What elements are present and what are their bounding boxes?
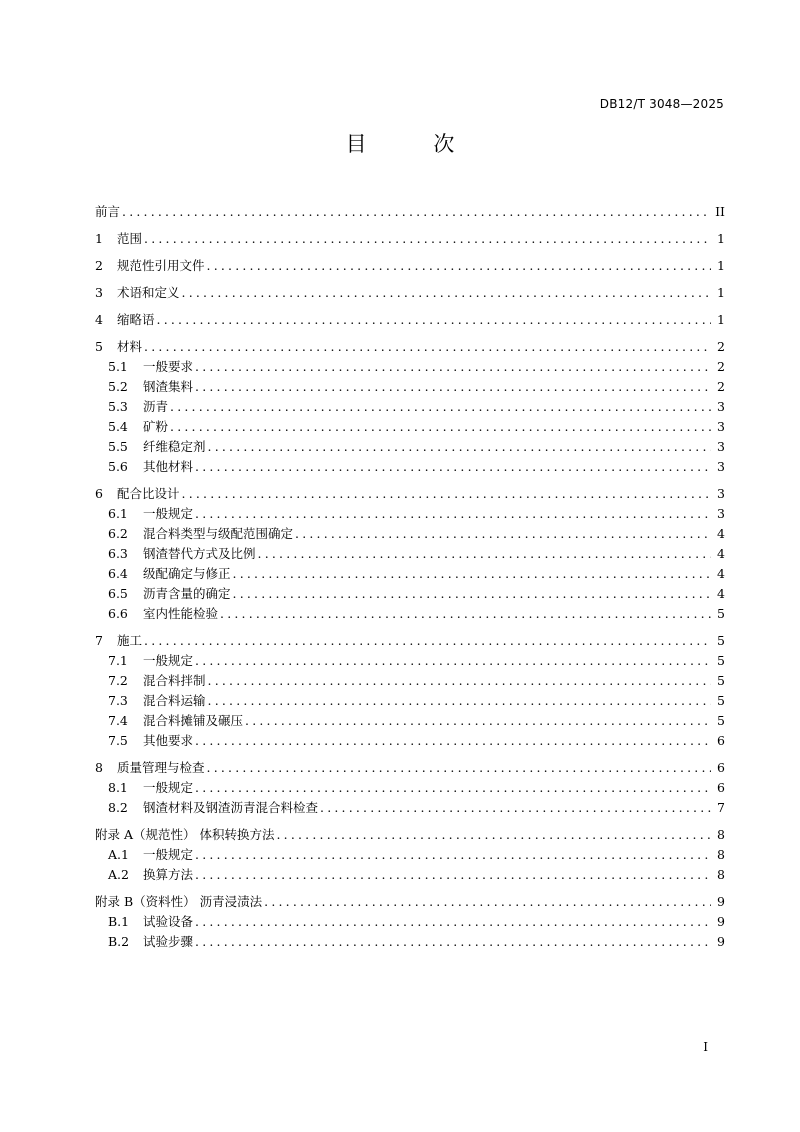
- toc-entry-page: 9: [717, 934, 725, 949]
- toc-entry-page: 1: [717, 231, 725, 246]
- toc-entry-number: 7.5: [108, 733, 128, 748]
- toc-leader-dots: [220, 604, 711, 624]
- toc-entry-page: 2: [717, 379, 725, 394]
- toc-entry-label: 试验设备: [143, 914, 194, 929]
- toc-entry[interactable]: [95, 604, 725, 624]
- toc-leader-dots: [264, 892, 711, 912]
- toc-entry[interactable]: [95, 731, 725, 751]
- toc-entry-page: 5: [717, 606, 725, 621]
- toc-entry[interactable]: [95, 865, 725, 885]
- toc-entry-page: 3: [717, 439, 725, 454]
- toc-entry-number: 7.4: [108, 713, 128, 728]
- toc-entry-number: 3: [95, 285, 103, 300]
- toc-entry-number: 5.5: [108, 439, 128, 454]
- toc-leader-dots: [157, 310, 711, 330]
- toc-entry-label: 换算方法: [143, 867, 194, 882]
- toc-entry[interactable]: [95, 397, 725, 417]
- toc-entry-page: 1: [717, 258, 725, 273]
- toc-entry-label: 其他材料: [143, 459, 194, 474]
- toc-entry[interactable]: [95, 457, 725, 477]
- toc-entry-page: 5: [717, 633, 725, 648]
- toc-entry[interactable]: [95, 504, 725, 524]
- toc-entry-page: 6: [717, 760, 725, 775]
- toc-entry-number: 5.4: [108, 419, 128, 434]
- toc-leader-dots: [182, 484, 711, 504]
- toc-entry-page: 1: [717, 285, 725, 300]
- toc-entry-label: 钢渣集料: [143, 379, 194, 394]
- toc-entry-page: 9: [717, 894, 725, 909]
- toc-entry[interactable]: [95, 202, 725, 222]
- toc-entry-page: 8: [717, 867, 725, 882]
- toc-entry-number: 6.2: [108, 526, 128, 541]
- toc-entry[interactable]: [95, 564, 725, 584]
- toc-entry-page: 6: [717, 733, 725, 748]
- toc-entry-label: 材料: [117, 339, 143, 354]
- toc-entry-label: 一般规定: [143, 506, 194, 521]
- toc-leader-dots: [195, 845, 711, 865]
- toc-entry[interactable]: [95, 283, 725, 303]
- toc-entry[interactable]: [95, 337, 725, 357]
- toc-entry-label: 质量管理与检查: [117, 760, 205, 775]
- toc-entry-number: 5.2: [108, 379, 128, 394]
- toc-entry-page: 4: [717, 546, 725, 561]
- toc-entry-label: 沥青: [143, 399, 169, 414]
- toc-entry-number: 8.1: [108, 780, 128, 795]
- toc-entry-label: 规范性引用文件: [117, 258, 205, 273]
- toc-leader-dots: [207, 256, 711, 276]
- toc-entry-number: 8.2: [108, 800, 128, 815]
- toc-entry-label: 混合料拌制: [143, 673, 206, 688]
- toc-leader-dots: [195, 504, 711, 524]
- toc-leader-dots: [144, 337, 711, 357]
- toc-entry-number: 6.4: [108, 566, 128, 581]
- toc-leader-dots: [182, 283, 711, 303]
- toc-entry[interactable]: [95, 310, 725, 330]
- toc-entry-number: B.2: [108, 934, 130, 949]
- toc-entry-label: 钢渣材料及钢渣沥青混合料检查: [143, 800, 319, 815]
- toc-entry-page: 3: [717, 459, 725, 474]
- toc-entry[interactable]: [95, 711, 725, 731]
- toc-entry[interactable]: [95, 671, 725, 691]
- toc-entry-number: 6.1: [108, 506, 128, 521]
- toc-leader-dots: [195, 377, 711, 397]
- toc-entry-number: 6.5: [108, 586, 128, 601]
- toc-entry-page: 3: [717, 399, 725, 414]
- toc-entry-page: 9: [717, 914, 725, 929]
- toc-entry-number: A.1: [108, 847, 129, 862]
- toc-leader-dots: [195, 932, 711, 952]
- toc-entry-page: 3: [717, 506, 725, 521]
- toc-entry-label: 范围: [117, 231, 143, 246]
- toc-entry-page: 2: [717, 339, 725, 354]
- toc-entry-number: A.2: [108, 867, 129, 882]
- toc-entry-page: 8: [717, 847, 725, 862]
- toc-leader-dots: [195, 912, 711, 932]
- toc-entry[interactable]: [95, 484, 725, 504]
- toc-entry[interactable]: [95, 825, 725, 845]
- toc-leader-dots: [258, 544, 711, 564]
- toc-entry[interactable]: [95, 256, 725, 276]
- toc-entry-page: 3: [717, 419, 725, 434]
- toc-entry[interactable]: [95, 357, 725, 377]
- toc-entry-page: II: [715, 204, 725, 219]
- toc-entry-label: 一般要求: [143, 359, 194, 374]
- toc-leader-dots: [195, 457, 711, 477]
- toc-entry-page: 8: [717, 827, 725, 842]
- toc-entry-label: 沥青含量的确定: [143, 586, 231, 601]
- toc-entry-label: 纤维稳定剂: [143, 439, 206, 454]
- toc-leader-dots: [170, 397, 711, 417]
- toc-leader-dots: [144, 229, 711, 249]
- toc-entry[interactable]: [95, 631, 725, 651]
- toc-entry-label: 混合料类型与级配范围确定: [143, 526, 294, 541]
- toc-entry-label: 室内性能检验: [143, 606, 219, 621]
- toc-leader-dots: [122, 202, 711, 222]
- page-number: I: [703, 1040, 708, 1054]
- toc-entry-number: 6.3: [108, 546, 128, 561]
- document-id: DB12/T 3048—2025: [599, 97, 724, 111]
- toc-entry-label: 混合料运输: [143, 693, 206, 708]
- toc-entry-page: 5: [717, 713, 725, 728]
- toc-leader-dots: [208, 691, 711, 711]
- toc-leader-dots: [144, 631, 711, 651]
- toc-entry[interactable]: [95, 758, 725, 778]
- toc-entry-label: 缩略语: [117, 312, 155, 327]
- toc-entry-label: 附录 A（规范性） 体积转换方法: [95, 827, 275, 842]
- toc-entry-number: 4: [95, 312, 103, 327]
- toc-entry-number: 6.6: [108, 606, 128, 621]
- toc-entry-label: 附录 B（资料性） 沥青浸渍法: [95, 894, 263, 909]
- toc-entry-label: 级配确定与修正: [143, 566, 231, 581]
- toc-entry-label: 配合比设计: [117, 486, 180, 501]
- toc-entry-label: 一般规定: [143, 653, 194, 668]
- toc-entry-label: 其他要求: [143, 733, 194, 748]
- toc-entry-page: 6: [717, 780, 725, 795]
- toc-entry-label: 术语和定义: [117, 285, 180, 300]
- toc-entry-label: 试验步骤: [143, 934, 194, 949]
- toc-leader-dots: [195, 357, 711, 377]
- toc-leader-dots: [320, 798, 711, 818]
- toc-entry-page: 1: [717, 312, 725, 327]
- toc-leader-dots: [195, 731, 711, 751]
- toc-entry-number: 7.1: [108, 653, 128, 668]
- toc-entry[interactable]: [95, 524, 725, 544]
- page-title: 目 次: [345, 132, 485, 156]
- toc-entry[interactable]: [95, 229, 725, 249]
- toc-entry[interactable]: [95, 798, 725, 818]
- toc-entry[interactable]: [95, 778, 725, 798]
- toc-entry-page: 5: [717, 653, 725, 668]
- toc-entry-page: 2: [717, 359, 725, 374]
- toc-leader-dots: [276, 825, 711, 845]
- toc-entry-page: 5: [717, 693, 725, 708]
- toc-leader-dots: [170, 417, 711, 437]
- toc-entry-page: 7: [717, 800, 725, 815]
- toc-leader-dots: [195, 865, 711, 885]
- toc-entry[interactable]: [95, 691, 725, 711]
- toc-entry-label: 矿粉: [143, 419, 169, 434]
- toc-entry[interactable]: [95, 892, 725, 912]
- toc-entry-number: 5.3: [108, 399, 128, 414]
- toc-leader-dots: [207, 758, 711, 778]
- toc-entry-page: 5: [717, 673, 725, 688]
- toc-leader-dots: [208, 437, 711, 457]
- toc-entry-label: 混合料摊铺及碾压: [143, 713, 244, 728]
- toc-leader-dots: [245, 711, 711, 731]
- toc-entry-label: 一般规定: [143, 780, 194, 795]
- toc-entry-number: 5.6: [108, 459, 128, 474]
- toc-leader-dots: [295, 524, 711, 544]
- toc-leader-dots: [233, 564, 711, 584]
- toc-entry-label: 前言: [95, 204, 121, 219]
- toc-entry-page: 3: [717, 486, 725, 501]
- toc-leader-dots: [233, 584, 711, 604]
- table-of-contents: [95, 202, 725, 952]
- toc-entry[interactable]: [95, 584, 725, 604]
- toc-entry-number: 5.1: [108, 359, 128, 374]
- toc-entry-number: 7: [95, 633, 103, 648]
- toc-entry-label: 钢渣替代方式及比例: [143, 546, 256, 561]
- toc-entry[interactable]: [95, 437, 725, 457]
- toc-entry[interactable]: [95, 417, 725, 437]
- toc-entry-number: 5: [95, 339, 103, 354]
- toc-entry[interactable]: [95, 377, 725, 397]
- toc-entry-number: B.1: [108, 914, 130, 929]
- toc-leader-dots: [195, 651, 711, 671]
- toc-entry-number: 7.3: [108, 693, 128, 708]
- toc-entry-label: 施工: [117, 633, 143, 648]
- toc-leader-dots: [195, 778, 711, 798]
- toc-entry[interactable]: [95, 932, 725, 952]
- toc-entry-number: 8: [95, 760, 103, 775]
- toc-leader-dots: [208, 671, 711, 691]
- toc-entry-page: 4: [717, 526, 725, 541]
- toc-entry[interactable]: [95, 544, 725, 564]
- toc-entry-number: 6: [95, 486, 103, 501]
- toc-entry-page: 4: [717, 586, 725, 601]
- toc-entry[interactable]: [95, 912, 725, 932]
- toc-entry[interactable]: [95, 651, 725, 671]
- toc-entry-number: 1: [95, 231, 103, 246]
- toc-entry-number: 7.2: [108, 673, 128, 688]
- toc-entry[interactable]: [95, 845, 725, 865]
- toc-entry-label: 一般规定: [143, 847, 194, 862]
- toc-entry-number: 2: [95, 258, 103, 273]
- toc-entry-page: 4: [717, 566, 725, 581]
